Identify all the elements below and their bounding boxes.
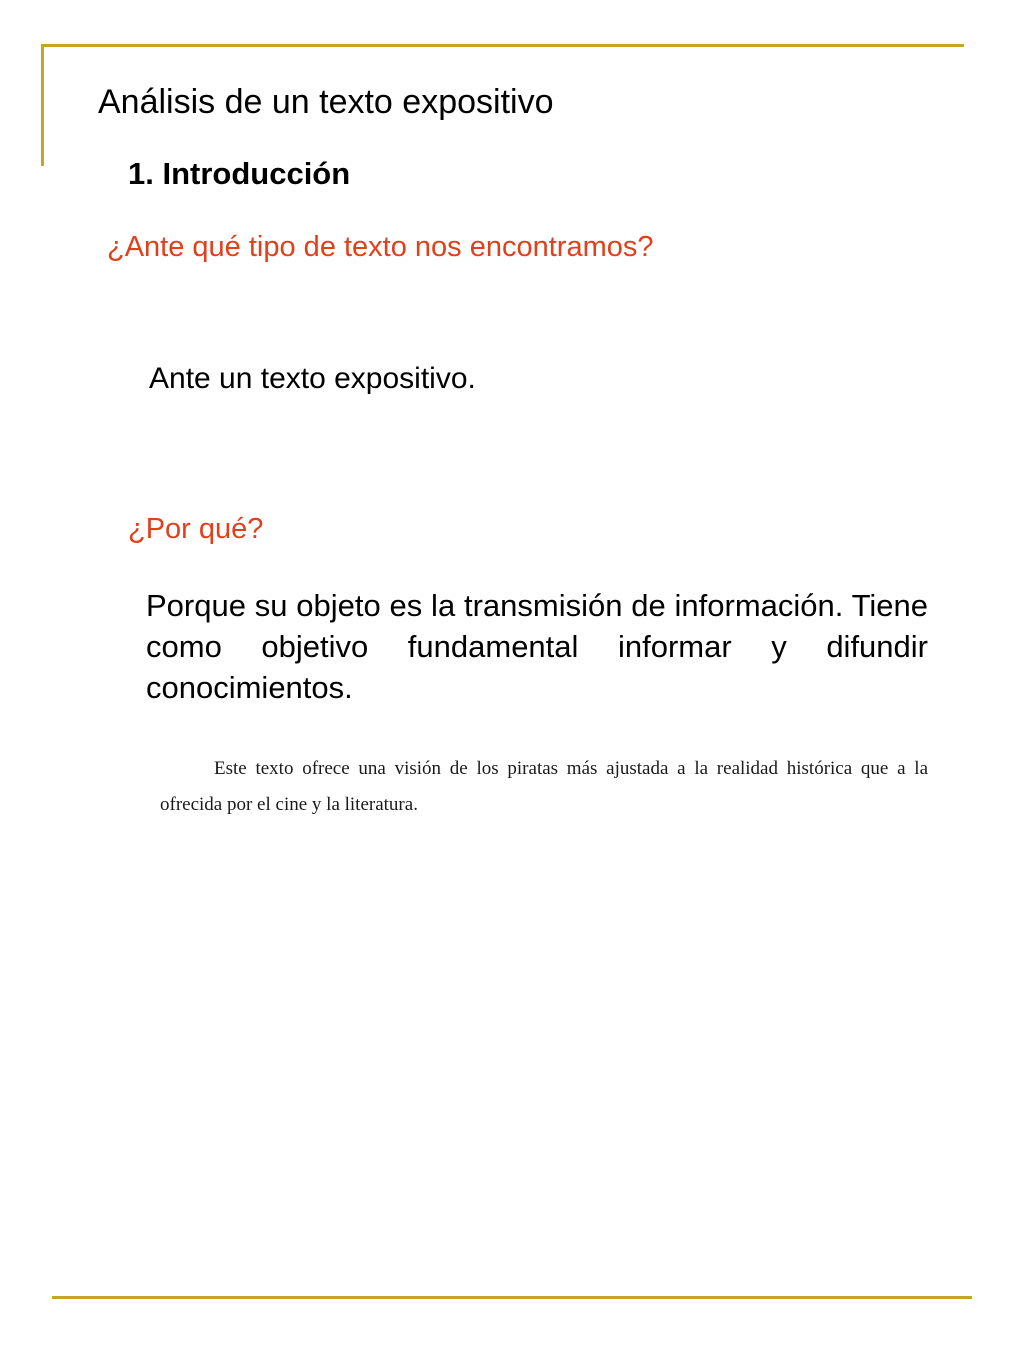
question-text-type: ¿Ante qué tipo de texto nos encontramos? [107,231,654,263]
frame-top-rule [42,44,964,47]
frame-left-rule [41,44,44,166]
quoted-excerpt: Este texto ofrece una visión de los piratas más ajustada a la realidad histórica que a la ofrecida por el cine y la literatura. [160,758,928,815]
answer-text-type: Ante un texto expositivo. [149,362,476,395]
slide-title: Análisis de un texto expositivo [98,83,554,121]
question-why: ¿Por qué? [128,513,264,545]
frame-bottom-rule [52,1296,972,1299]
answer-why: Porque su objeto es la transmisión de información. Tiene como objetivo fundamental informar y difundir conocimientos. [146,588,928,705]
section-heading: 1. Introducción [128,156,351,191]
